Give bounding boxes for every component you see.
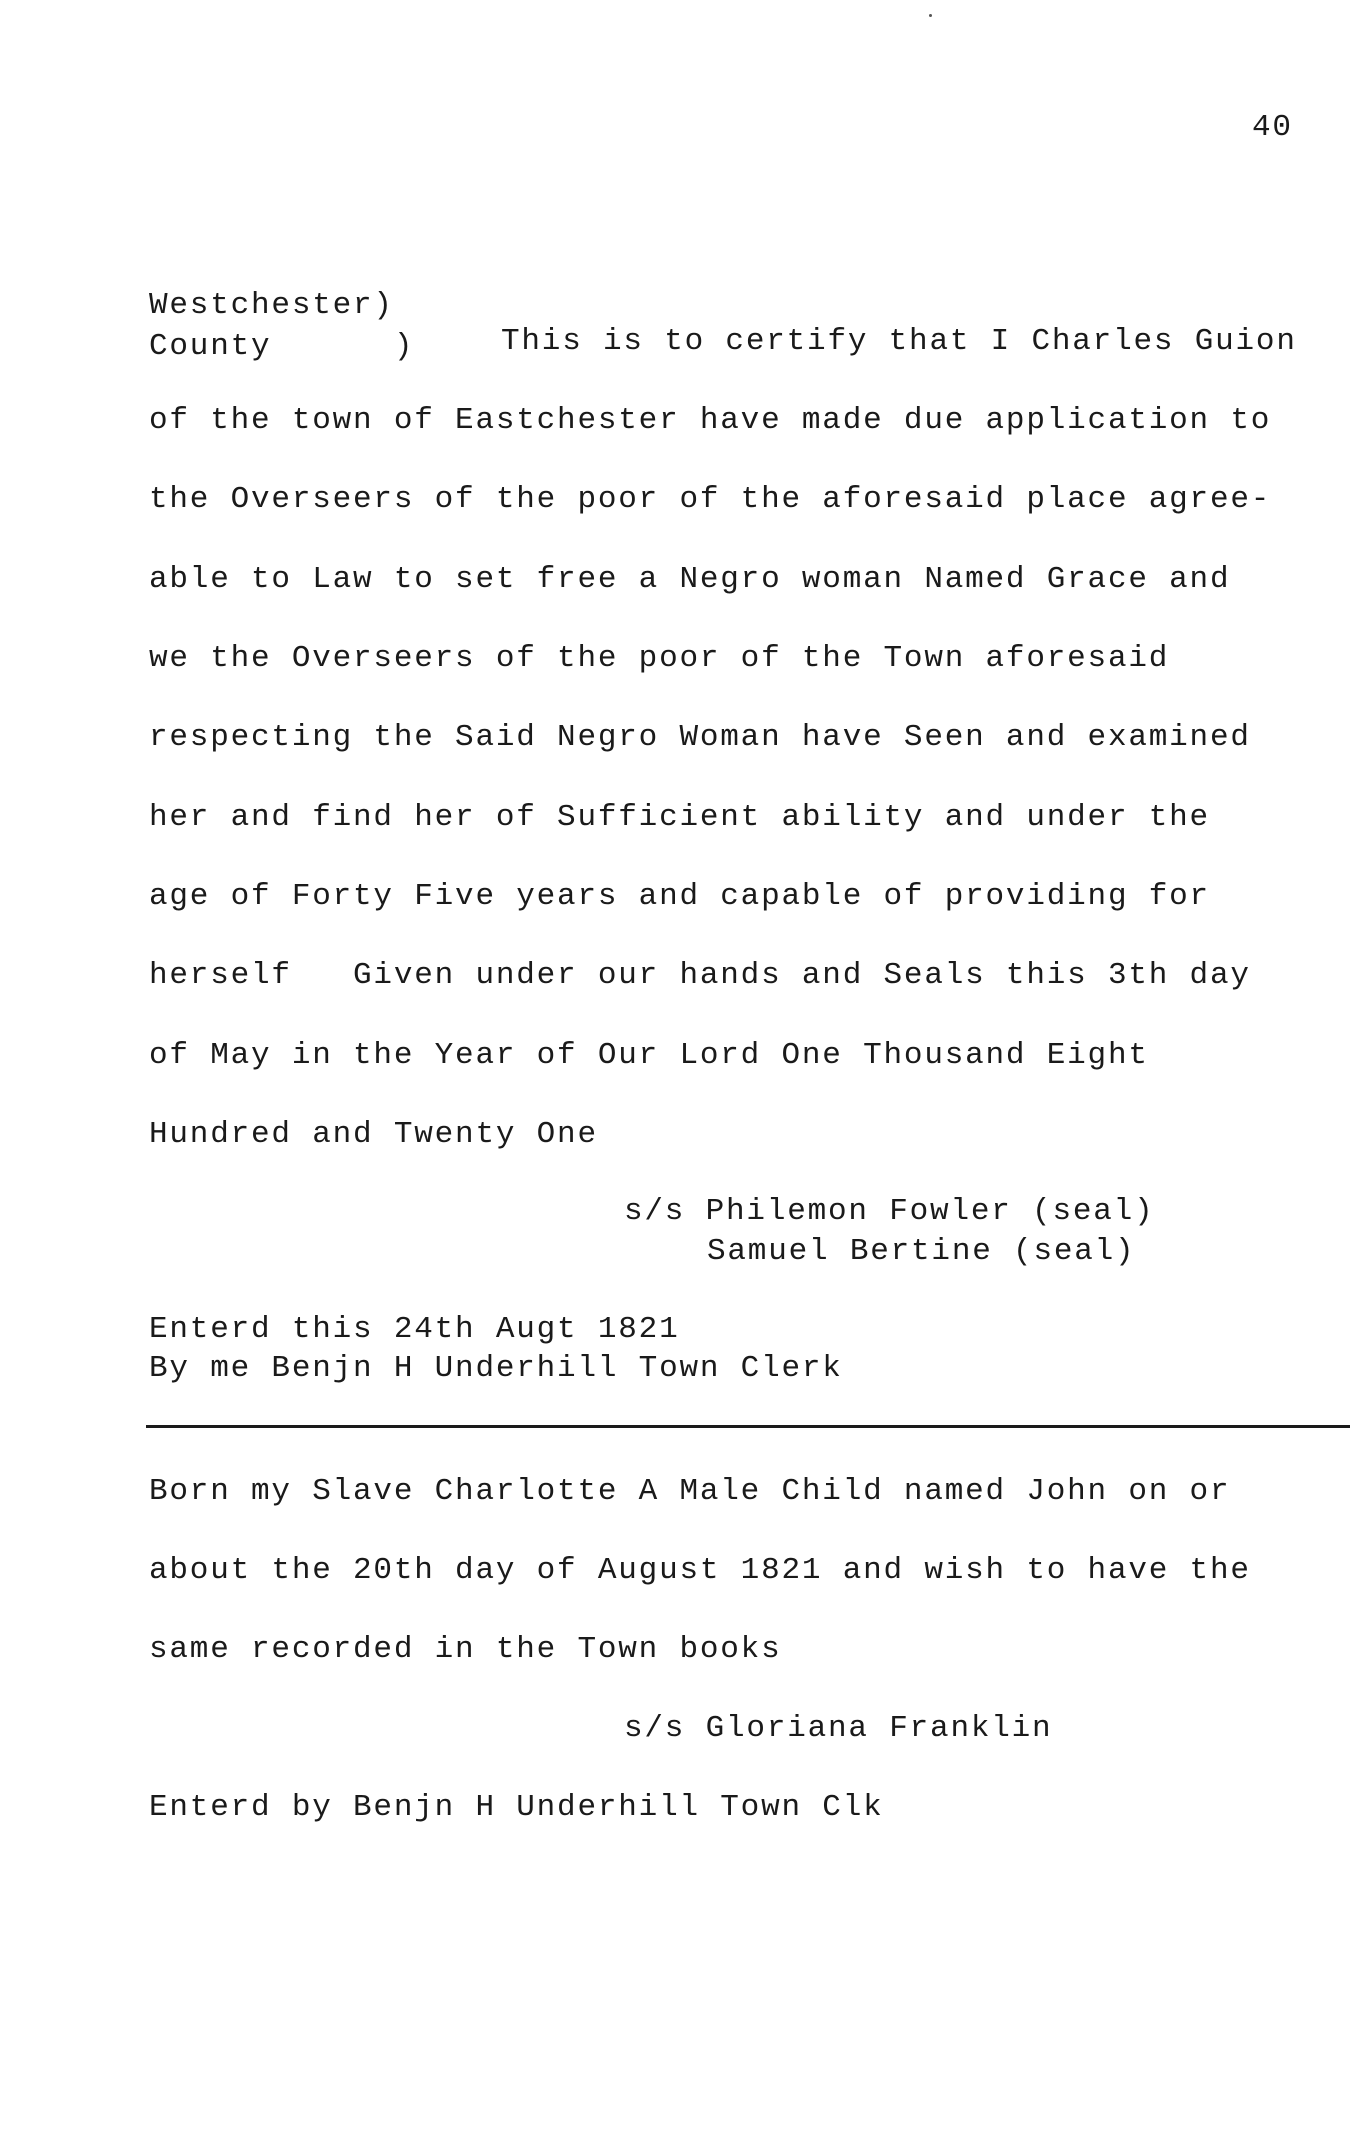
certificate-line-8: age of Forty Five years and capable of providing for: [149, 879, 1210, 914]
page-number: 40: [1252, 110, 1293, 145]
certificate-line-5: we the Overseers of the poor of the Town aforesaid: [149, 641, 1170, 676]
certificate-line-7: her and find her of Sufficient ability and under the: [149, 800, 1210, 835]
section-divider: [146, 1425, 1350, 1428]
birth-record-line-1: Born my Slave Charlotte A Male Child named John on or: [149, 1474, 1231, 1509]
certificate-line-1: This is to certify that I Charles Guion: [501, 324, 1297, 359]
signature-philemon-fowler: s/s Philemon Fowler (seal): [624, 1194, 1155, 1229]
entry-line-1: Enterd this 24th Augt 1821: [149, 1312, 680, 1347]
entry-line-2: By me Benjn H Underhill Town Clerk: [149, 1351, 843, 1386]
certificate-line-4: able to Law to set free a Negro woman Named Grace and: [149, 562, 1231, 597]
venue-line-1: Westchester): [149, 288, 394, 323]
certificate-line-6: respecting the Said Negro Woman have Seen and examined: [149, 720, 1251, 755]
birth-record-entry: Enterd by Benjn H Underhill Town Clk: [149, 1790, 884, 1825]
page-speck: [929, 14, 932, 17]
birth-record-line-3: same recorded in the Town books: [149, 1632, 782, 1667]
birth-record-line-2: about the 20th day of August 1821 and wish to have the: [149, 1553, 1251, 1588]
certificate-line-2: of the town of Eastchester have made due application to: [149, 403, 1272, 438]
certificate-line-3: the Overseers of the poor of the aforesaid place agree-: [149, 482, 1272, 517]
signature-samuel-bertine: Samuel Bertine (seal): [707, 1234, 1136, 1269]
certificate-line-9: herself Given under our hands and Seals this 3th day: [149, 958, 1251, 993]
signature-gloriana-franklin: s/s Gloriana Franklin: [624, 1711, 1053, 1746]
venue-line-2: County ): [149, 329, 415, 364]
certificate-line-10: of May in the Year of Our Lord One Thousand Eight: [149, 1038, 1149, 1073]
certificate-line-11: Hundred and Twenty One: [149, 1117, 598, 1152]
